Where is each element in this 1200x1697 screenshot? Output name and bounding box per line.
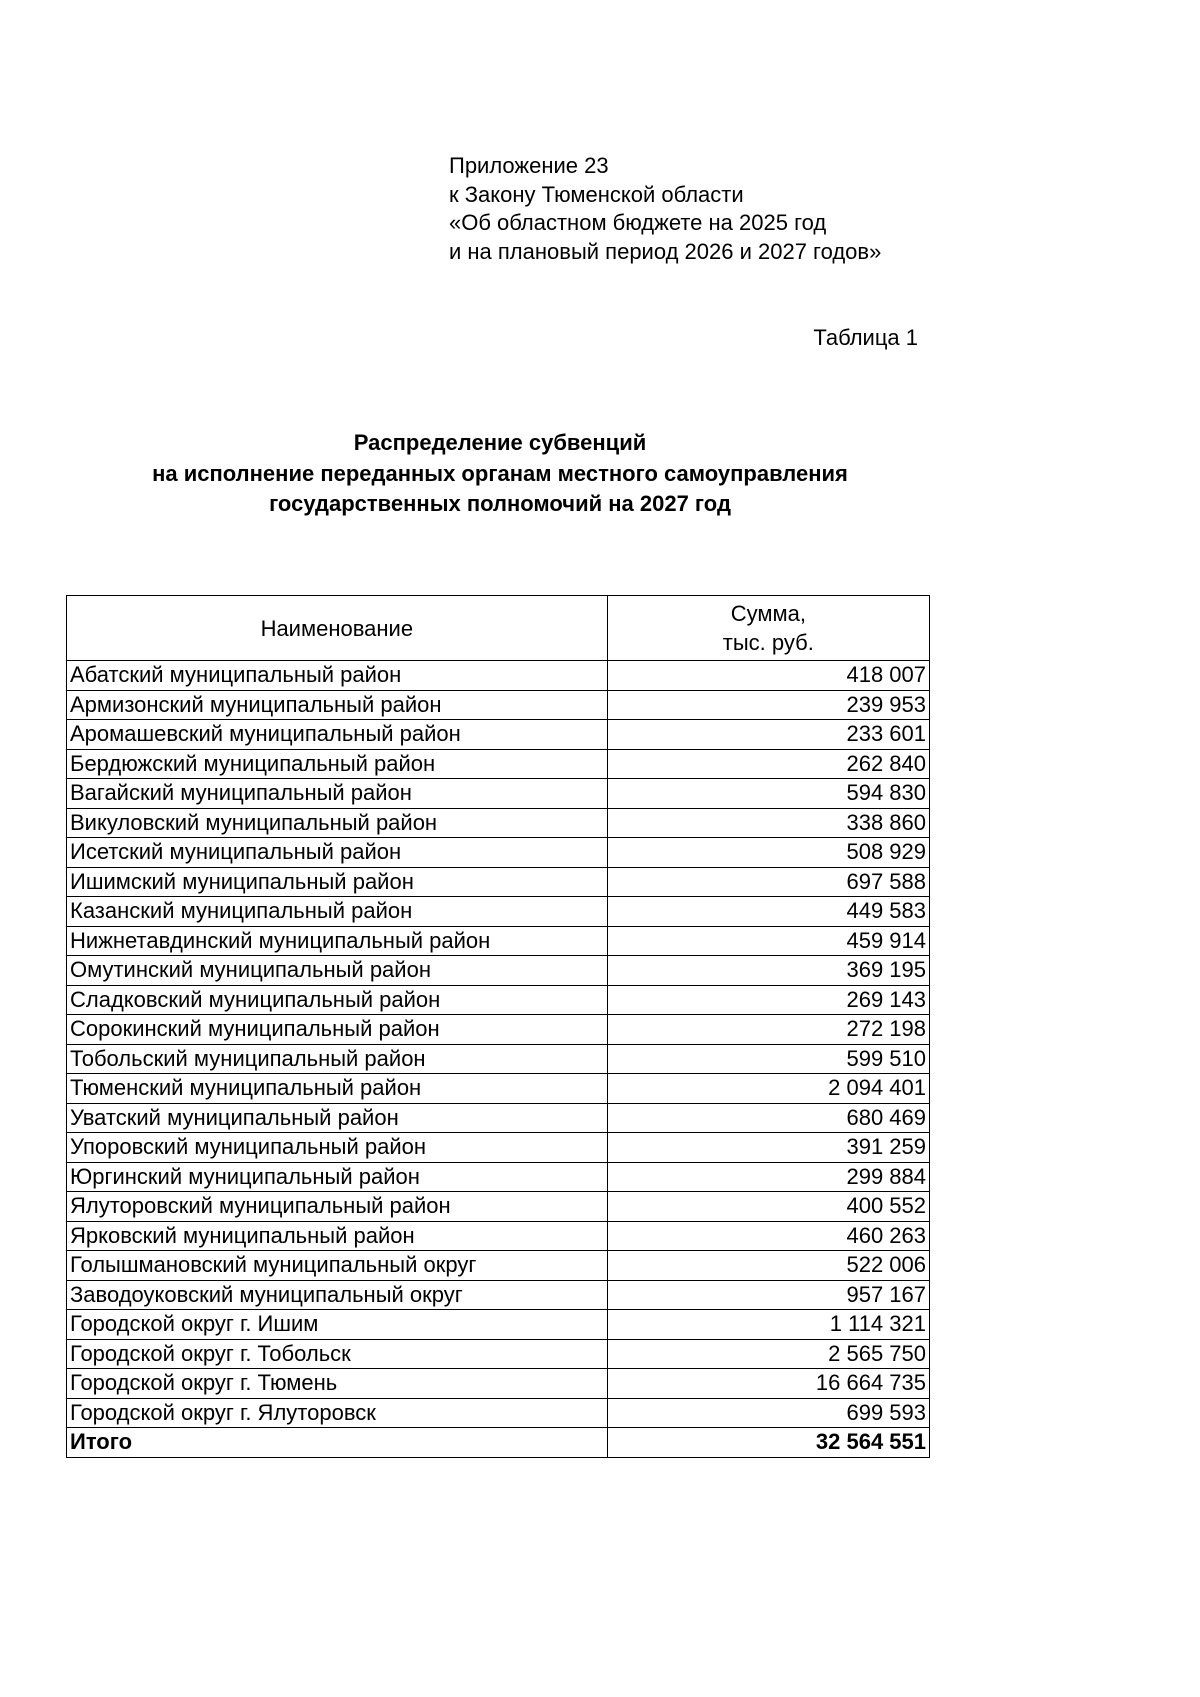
row-sum-cell: 699 593 (607, 1398, 929, 1428)
row-sum-cell: 957 167 (607, 1280, 929, 1310)
row-name-cell: Нижнетавдинский муниципальный район (67, 926, 608, 956)
row-name-cell: Сорокинский муниципальный район (67, 1015, 608, 1045)
row-sum-cell: 391 259 (607, 1133, 929, 1163)
row-sum-cell: 459 914 (607, 926, 929, 956)
header-sum-line2: тыс. руб. (722, 630, 814, 655)
row-sum-cell: 599 510 (607, 1044, 929, 1074)
total-row (67, 1428, 930, 1458)
table-row (67, 926, 930, 956)
table-row (67, 867, 930, 897)
table-row (67, 897, 930, 927)
table-row (67, 661, 930, 691)
row-name-cell: Заводоуковский муниципальный округ (67, 1280, 608, 1310)
title-line: Распределение субвенций (353, 430, 647, 455)
table-row (67, 956, 930, 986)
row-name-cell: Городской округ г. Ялуторовск (67, 1398, 608, 1428)
row-sum-cell: 269 143 (607, 985, 929, 1015)
row-sum-cell: 400 552 (607, 1192, 929, 1222)
table-row (67, 1398, 930, 1428)
table-row (67, 720, 930, 750)
appendix-note (449, 152, 881, 266)
row-name-cell: Городской округ г. Ишим (67, 1310, 608, 1340)
row-sum-cell: 338 860 (607, 808, 929, 838)
row-name-cell: Городской округ г. Тобольск (67, 1339, 608, 1369)
row-name-cell: Аромашевский муниципальный район (67, 720, 608, 750)
row-name-cell: Городской округ г. Тюмень (67, 1369, 608, 1399)
table-row (67, 985, 930, 1015)
row-sum-cell: 369 195 (607, 956, 929, 986)
row-sum-cell: 262 840 (607, 749, 929, 779)
row-sum-cell: 16 664 735 (607, 1369, 929, 1399)
row-sum-cell: 594 830 (607, 779, 929, 809)
row-sum-cell: 233 601 (607, 720, 929, 750)
table-row (67, 1192, 930, 1222)
header-sum (607, 596, 929, 661)
row-name-cell: Уватский муниципальный район (67, 1103, 608, 1133)
row-name-cell: Юргинский муниципальный район (67, 1162, 608, 1192)
appendix-line: Приложение 23 (449, 153, 609, 178)
row-name-cell: Армизонский муниципальный район (67, 690, 608, 720)
appendix-line: к Закону Тюменской области (449, 181, 744, 207)
appendix-line: и на плановый период 2026 и 2027 годов» (449, 238, 882, 264)
total-sum: 32 564 551 (607, 1428, 929, 1458)
header-sum-line1: Сумма, (730, 601, 806, 626)
table-row (67, 1339, 930, 1369)
row-sum-cell: 1 114 321 (607, 1310, 929, 1340)
table-row (67, 1044, 930, 1074)
row-sum-cell: 680 469 (607, 1103, 929, 1133)
row-name-cell: Вагайский муниципальный район (67, 779, 608, 809)
row-name-cell: Голышмановский муниципальный округ (67, 1251, 608, 1281)
row-name-cell: Викуловский муниципальный район (67, 808, 608, 838)
row-sum-cell: 2 094 401 (607, 1074, 929, 1104)
row-name-cell: Тобольский муниципальный район (67, 1044, 608, 1074)
row-sum-cell: 2 565 750 (607, 1339, 929, 1369)
total-label: Итого (67, 1428, 608, 1458)
appendix-line: «Об областном бюджете на 2025 год (449, 210, 827, 235)
row-sum-cell: 522 006 (607, 1251, 929, 1281)
row-sum-cell: 449 583 (607, 897, 929, 927)
row-name-cell: Тюменский муниципальный район (67, 1074, 608, 1104)
document-title (0, 428, 1000, 520)
row-name-cell: Сладковский муниципальный район (67, 985, 608, 1015)
row-sum-cell: 697 588 (607, 867, 929, 897)
table-row (67, 1251, 930, 1281)
row-sum-cell: 272 198 (607, 1015, 929, 1045)
table-row (67, 1103, 930, 1133)
row-name-cell: Исетский муниципальный район (67, 838, 608, 868)
row-sum-cell: 460 263 (607, 1221, 929, 1251)
table-row (67, 749, 930, 779)
table-row (67, 1162, 930, 1192)
subvention-table (66, 595, 930, 1458)
row-name-cell: Казанский муниципальный район (67, 897, 608, 927)
table-row (67, 1221, 930, 1251)
row-sum-cell: 299 884 (607, 1162, 929, 1192)
table-row (67, 1310, 930, 1340)
row-sum-cell: 418 007 (607, 661, 929, 691)
row-name-cell: Ялуторовский муниципальный район (67, 1192, 608, 1222)
row-name-cell: Ишимский муниципальный район (67, 867, 608, 897)
row-sum-cell: 239 953 (607, 690, 929, 720)
table-row (67, 690, 930, 720)
row-name-cell: Упоровский муниципальный район (67, 1133, 608, 1163)
table-row (67, 808, 930, 838)
row-sum-cell: 508 929 (607, 838, 929, 868)
table-number-label: Таблица 1 (813, 325, 918, 350)
table-row (67, 1280, 930, 1310)
row-name-cell: Абатский муниципальный район (67, 661, 608, 691)
table-row (67, 1074, 930, 1104)
table-row (67, 779, 930, 809)
row-name-cell: Бердюжский муниципальный район (67, 749, 608, 779)
table-row (67, 838, 930, 868)
table-row (67, 1015, 930, 1045)
table-row (67, 1369, 930, 1399)
table-row (67, 1133, 930, 1163)
title-line: на исполнение переданных органам местного самоуправления (152, 460, 848, 486)
header-name: Наименование (67, 596, 608, 661)
table-header-row (67, 596, 930, 661)
row-name-cell: Омутинский муниципальный район (67, 956, 608, 986)
row-name-cell: Ярковский муниципальный район (67, 1221, 608, 1251)
title-line: государственных полномочий на 2027 год (269, 491, 731, 516)
